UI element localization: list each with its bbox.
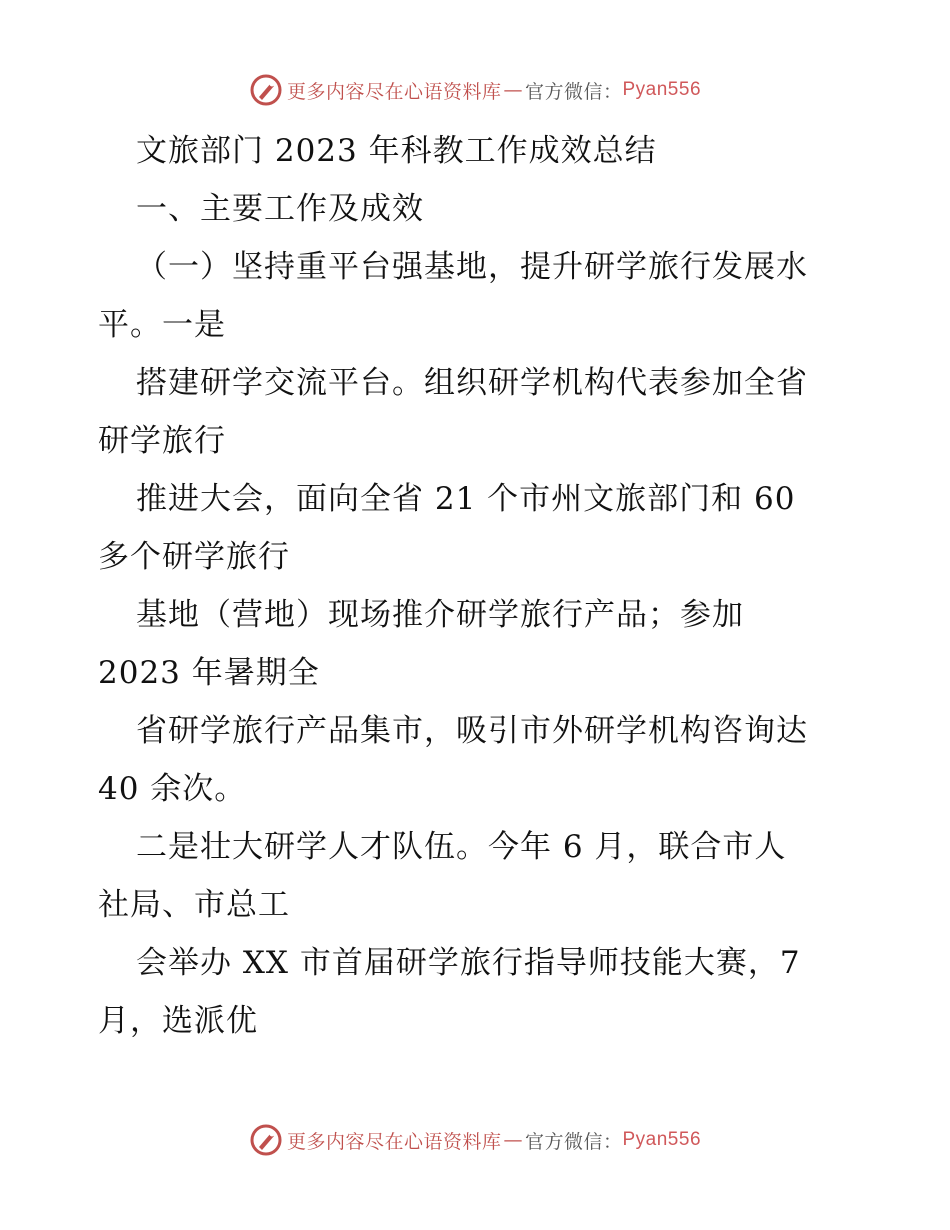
document-line: （一）坚持重平台强基地，提升研学旅行发展水 xyxy=(136,249,808,285)
document-line: 一、主要工作及成效 xyxy=(136,191,424,227)
document-line: 平。一是 xyxy=(98,307,226,343)
document-line: 2023 年暑期全 xyxy=(98,655,320,691)
pen-logo-icon xyxy=(249,73,283,107)
header-watermark xyxy=(0,70,950,110)
document-line: 多个研学旅行 xyxy=(98,539,290,575)
footer-watermark xyxy=(0,1120,950,1160)
document-line: 会举办 XX 市首届研学旅行指导师技能大赛，7 xyxy=(136,945,801,981)
document-body xyxy=(98,122,858,1050)
document-line: 文旅部门 2023 年科教工作成效总结 xyxy=(136,133,657,169)
pen-logo-icon xyxy=(249,1123,283,1157)
document-line: 推进大会，面向全省 21 个市州文旅部门和 60 xyxy=(136,481,796,517)
document-line: 二是壮大研学人才队伍。今年 6 月，联合市人 xyxy=(136,829,787,865)
watermark-separator: — xyxy=(503,1129,523,1151)
watermark-separator: — xyxy=(503,79,523,101)
document-line: 搭建研学交流平台。组织研学机构代表参加全省 xyxy=(136,365,808,401)
watermark-wechat-id: Pyan556 xyxy=(622,1129,702,1150)
document-line: 社局、市总工 xyxy=(98,887,290,923)
document-line: 40 余次。 xyxy=(98,771,247,807)
watermark-official: 官方微信： xyxy=(524,1130,623,1153)
document-line: 基地（营地）现场推介研学旅行产品；参加 xyxy=(136,597,744,633)
watermark-brand: 更多内容尽在心语资料库 xyxy=(286,1130,502,1153)
document-line: 省研学旅行产品集市，吸引市外研学机构咨询达 xyxy=(136,713,808,749)
watermark-wechat-id: Pyan556 xyxy=(622,79,702,100)
document-line: 研学旅行 xyxy=(98,423,226,459)
document-line: 月，选派优 xyxy=(98,1003,258,1039)
watermark-official: 官方微信： xyxy=(524,80,623,103)
watermark-brand: 更多内容尽在心语资料库 xyxy=(286,80,502,103)
